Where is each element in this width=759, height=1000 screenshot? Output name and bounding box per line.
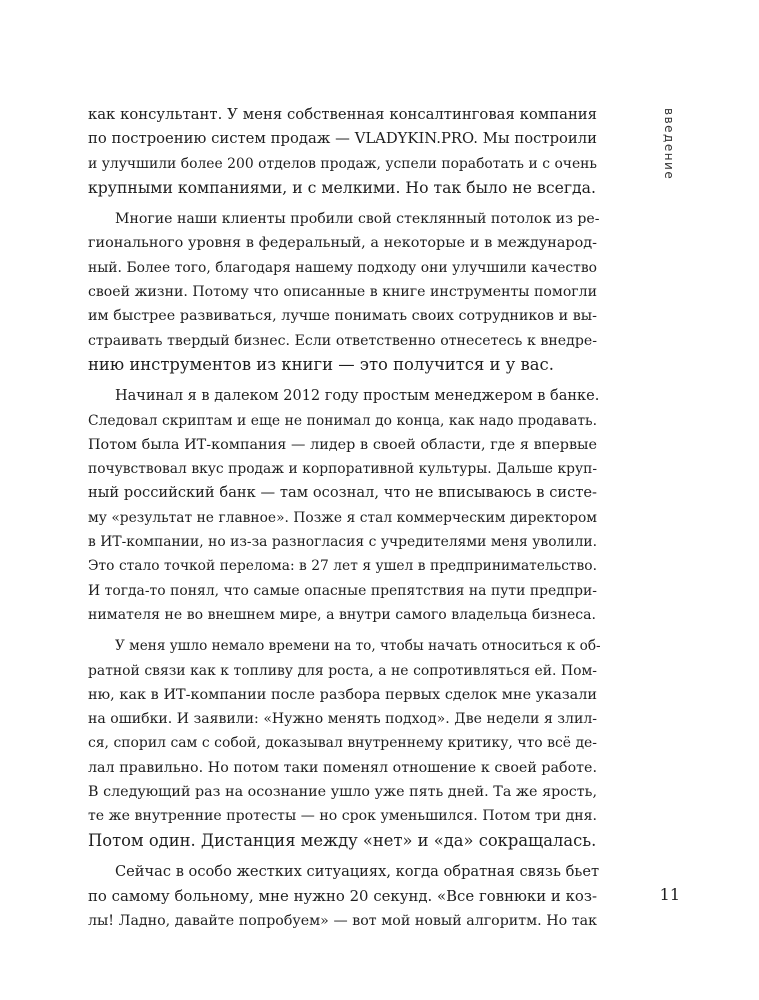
paragraph [88, 634, 601, 853]
text-line: Сейчас в особо жестких ситуациях, когда обратная связь бьет [115, 862, 600, 880]
text-line: ся, спорил сам с собой, доказывал внутреннему критику, что всё де- [88, 735, 597, 752]
text-line: лы! Ладно, давайте попробуем» — вот мой новый алгоритм. Но так [88, 912, 597, 929]
text-line: на ошибки. И заявили: «Нужно менять подход». Две недели я злил- [88, 711, 597, 728]
text-line: В следующий раз на осознание ушло уже пять дней. Та же ярость, [88, 784, 597, 801]
text-line: ню, как в ИТ-компании после разбора первых сделок мне указали [88, 686, 597, 703]
text-line: гионального уровня в федеральный, а некоторые и в международ- [88, 235, 597, 252]
text-line: им быстрее развиваться, лучше понимать своих сотрудников и вы- [88, 308, 597, 325]
text-line: нимателя не во внешнем мире, а внутри самого владельца бизнеса. [88, 606, 597, 623]
text-line: Начинал я в далеком 2012 году простым менеджером в банке. [115, 388, 600, 405]
text-line: Следовал скриптам и еще не понимал до конца, как надо продавать. [88, 412, 597, 429]
text-line: лал правильно. Но потом таки поменял отношение к своей работе. [88, 759, 597, 776]
text-line: как консультант. У меня собственная консалтинговая компания [88, 106, 597, 123]
text-line: те же внутренние протесты — но срок уменьшился. Потом три дня. [88, 808, 597, 825]
text-line: и улучшили более 200 отделов продаж, успели поработать и с очень [88, 155, 597, 172]
text-line: Потом была ИТ-компания — лидер в своей области, где я впервые [88, 436, 597, 453]
text-line: по построению систем продаж — VLADYKIN.PRO. Мы построили [88, 130, 597, 148]
paragraph [88, 103, 597, 200]
text-line: ный. Более того, благодаря нашему подходу они улучшили качество [88, 259, 597, 276]
text-line: страивать твердый бизнес. Если ответственно отнесетесь к внедре- [88, 332, 597, 349]
paragraph [88, 207, 600, 377]
text-line: нию инструментов из книги — это получится и у вас. [88, 354, 554, 374]
text-line: по самому больному, мне нужно 20 секунд. «Все говнюки и коз- [88, 887, 597, 906]
text-line: почувствовал вкус продаж и корпоративной культуры. Дальше круп- [88, 461, 597, 478]
text-line: в ИТ-компании, но из-за разногласия с учредителями меня уволили. [88, 534, 597, 551]
text-line: Потом один. Дистанция между «нет» и «да» сокращалась. [88, 830, 597, 850]
section-side-label: введение [662, 108, 676, 181]
text-line: ный российский банк — там осознал, что не вписываюсь в систе- [88, 484, 597, 502]
body-text [88, 103, 601, 940]
text-line: своей жизни. Потому что описанные в книге инструменты помогли [88, 284, 597, 301]
paragraph [88, 860, 600, 933]
paragraph [88, 384, 600, 627]
text-line: У меня ушло немало времени на то, чтобы начать относиться к об- [115, 638, 601, 655]
text-line: ратной связи как к топливу для роста, а не сопротивляться ей. Пом- [88, 662, 597, 679]
text-line: му «результат не главное». Позже я стал коммерческим директором [88, 509, 597, 526]
page-number: 11 [659, 885, 680, 904]
text-line: крупными компаниями, и с мелкими. Но так было не всегда. [88, 177, 596, 197]
text-line: Это стало точкой перелома: в 27 лет я ушел в предпринимательство. [88, 558, 597, 575]
text-line: И тогда-то понял, что самые опасные препятствия на пути предпри- [88, 582, 597, 599]
text-line: Многие наши клиенты пробили свой стеклянный потолок из ре- [115, 211, 600, 228]
